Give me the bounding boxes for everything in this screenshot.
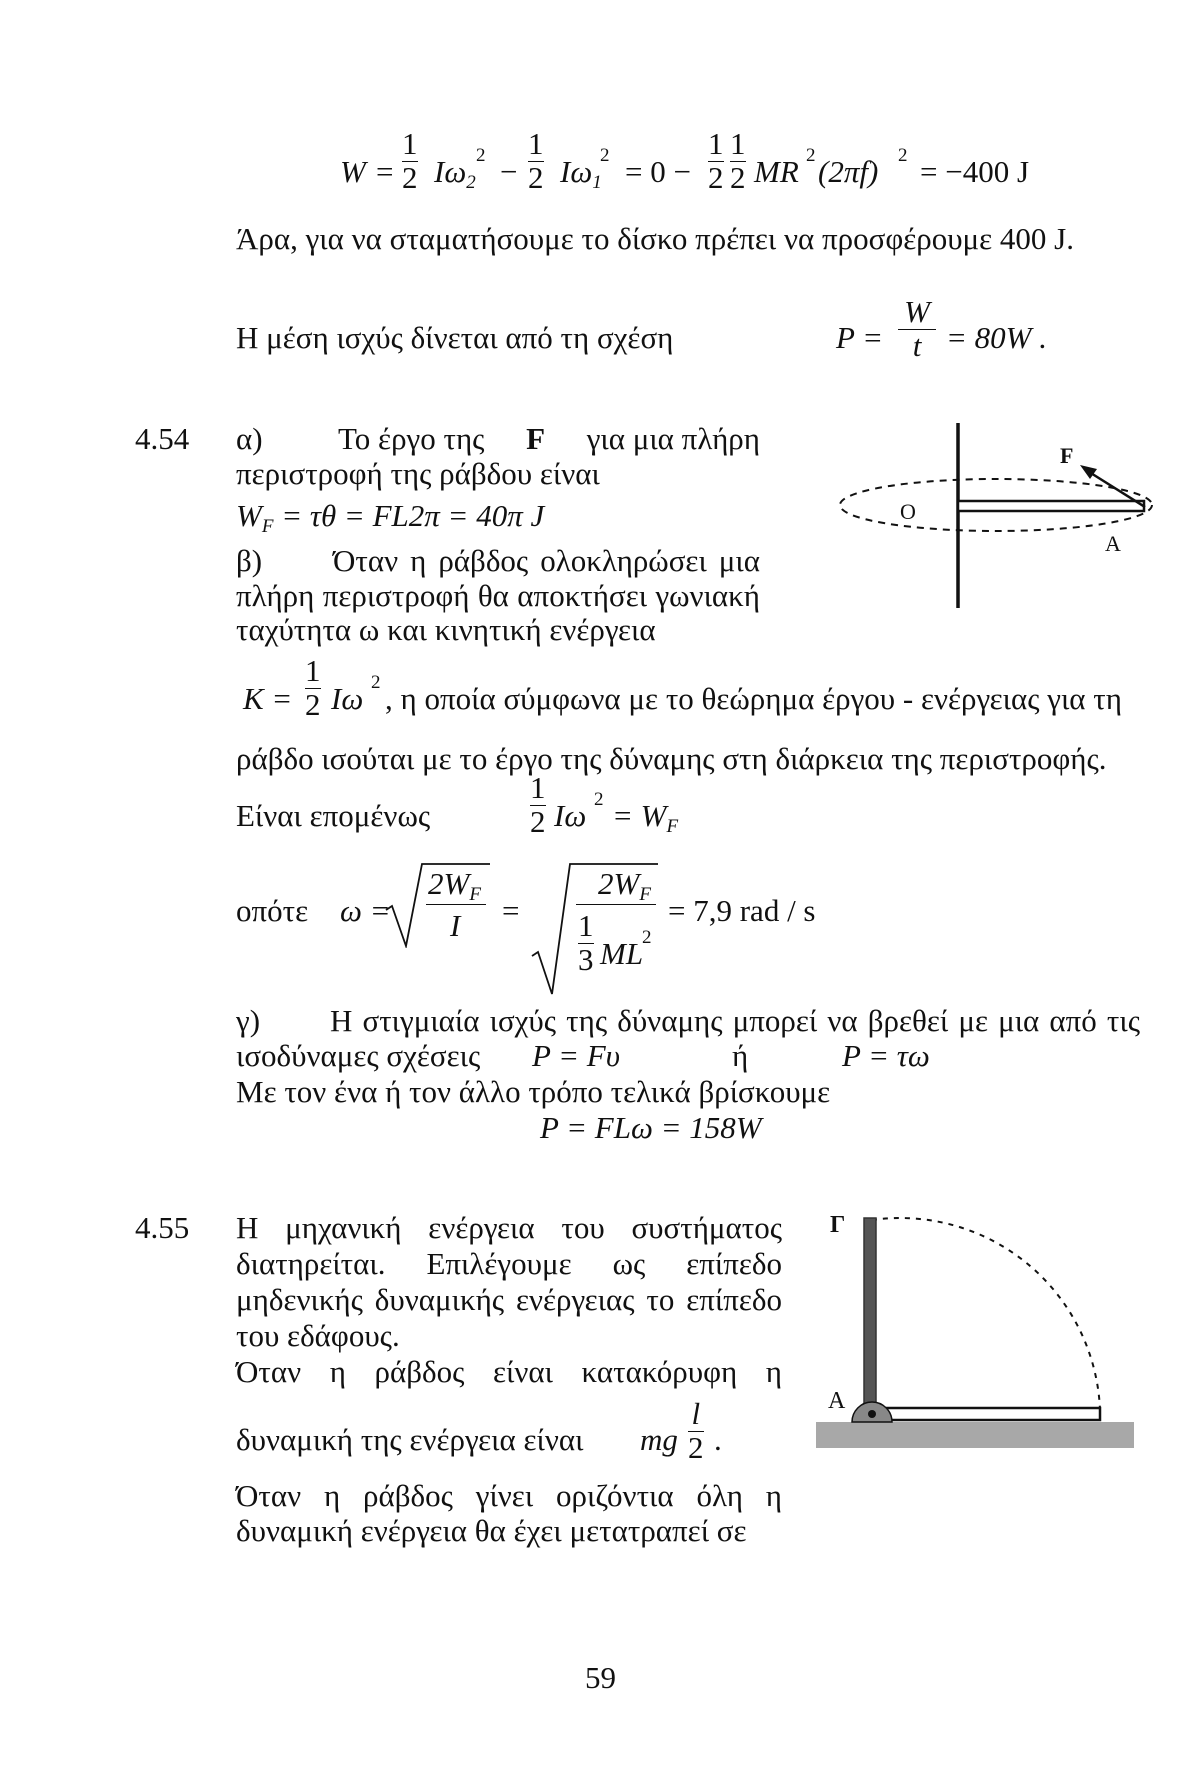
- label-F: F: [1060, 443, 1074, 468]
- equals-mid: =: [502, 893, 520, 928]
- omega-lhs: ω =: [340, 893, 391, 928]
- label-O: O: [900, 499, 916, 524]
- p455-line4: του εδάφους.: [236, 1318, 400, 1353]
- fraction: $\frac{1}{2}$: [730, 126, 746, 195]
- force-arrowhead: [1080, 465, 1097, 479]
- problem-number-454: 4.54: [135, 421, 190, 456]
- part-b-line2: πλήρη περιστροφή θα αποκτήσει γωνιακή: [236, 578, 760, 613]
- p455-line2: διατηρείται. Επιλέγουμε ως επίπεδο: [236, 1246, 782, 1281]
- sqrt-expression-1: $2W_F$ I: [382, 858, 492, 948]
- page-number: 59: [585, 1660, 616, 1695]
- ground: [816, 1422, 1134, 1448]
- p455-line6: δυναμική της ενέργεια είναι mg $\frac{l}{2}$ .: [236, 1396, 722, 1465]
- part-b-line1: Όταν η ράβδος ολοκληρώσει μια: [333, 543, 760, 578]
- label-Gamma: Γ: [830, 1212, 846, 1238]
- figure-rotating-rod: [760, 415, 1160, 620]
- p455-line8: δυναμική ενέργεια θα έχει μετατραπεί σε: [236, 1513, 747, 1548]
- figure-falling-rod: [812, 1210, 1142, 1460]
- fraction: $\frac{l}{2}$: [688, 1396, 704, 1465]
- rod-horizontal: [872, 1408, 1100, 1420]
- eq-lhs: W: [340, 154, 366, 189]
- p455-line7: Όταν η ράβδος γίνει οριζόντια όλη η: [236, 1478, 782, 1513]
- power-final: P = FLω = 158W: [540, 1110, 762, 1145]
- fraction: $\frac{1}{2}$: [528, 126, 544, 195]
- fraction: $\frac{1}{3}$: [578, 908, 594, 977]
- part-b-label: β): [236, 543, 263, 578]
- sqrt-expression-2: $2W_F$ $\frac{1}{3}$ ML 2: [528, 858, 660, 998]
- rod-vertical: [864, 1218, 876, 1416]
- part-b-line3: ταχύτητα ω και κινητική ενέργεια: [236, 612, 656, 647]
- part-g-label: γ): [236, 1003, 261, 1038]
- line-rabdo: ράβδο ισούται με το έργο της δύναμης στη διάρκεια της περιστροφής.: [236, 741, 1107, 776]
- part-a-line2: περιστροφή της ράβδου είναι: [236, 456, 600, 491]
- einai-text: Είναι επομένως: [236, 798, 431, 833]
- p455-line1: Η μηχανική ενέργεια του συστήματος: [236, 1210, 782, 1245]
- power-rhs: = 80W .: [946, 320, 1047, 355]
- label-A: A: [828, 1388, 846, 1414]
- part-a-label: α): [236, 421, 263, 456]
- part-g-line1: Η στιγμιαία ισχύς της δύναμης μπορεί να βρεθεί με μια από τις: [330, 1003, 1140, 1038]
- power-text: Η μέση ισχύς δίνεται από τη σχέση: [236, 320, 674, 355]
- fraction: $\frac{1}{2}$: [305, 653, 321, 722]
- rod-trajectory-dashed: [872, 1218, 1100, 1410]
- label-A: A: [1105, 531, 1121, 556]
- fraction: $\frac{1}{2}$: [402, 126, 418, 195]
- part-g-line3: Με τον ένα ή τον άλλο τρόπο τελικά βρίσκουμε: [236, 1074, 831, 1109]
- problem-number-455: 4.55: [135, 1210, 190, 1245]
- opote-text: οπότε: [236, 893, 309, 928]
- fraction: $\frac{1}{2}$: [530, 770, 546, 839]
- p455-line3: μηδενικής δυναμικής ενέργειας το επίπεδο: [236, 1282, 782, 1317]
- omega-result: = 7,9 rad / s: [668, 893, 816, 928]
- p455-line5: Όταν η ράβδος είναι κατακόρυφη η: [236, 1354, 782, 1389]
- rod: [958, 501, 1144, 511]
- work-equation: $W_F = \tau\theta = FL2\pi = 40\pi$ J: [236, 498, 545, 537]
- energy-equation: $\frac{1}{2}$ Iω 2 = $W_F$: [530, 770, 679, 839]
- part-a-line1: Το έργο της F για μια πλήρη: [338, 421, 760, 456]
- fraction: $\frac{1}{2}$: [708, 126, 724, 195]
- hinge-pin: [868, 1410, 876, 1418]
- kinetic-energy-line: K = $\frac{1}{2}$ Iω 2 , η οποία σύμφωνα με το θεώρημα έργου - ενέργειας για τη: [243, 653, 1122, 722]
- power-fraction: $\frac{W}{t}$: [898, 296, 936, 362]
- part-g-line2: ισοδύναμες σχέσεις P = Fυ ή P = τω: [236, 1038, 930, 1073]
- power-lhs: P =: [836, 320, 884, 355]
- line-ara: Άρα, για να σταματήσουμε το δίσκο πρέπει να προσφέρουμε 400 J.: [236, 221, 1074, 256]
